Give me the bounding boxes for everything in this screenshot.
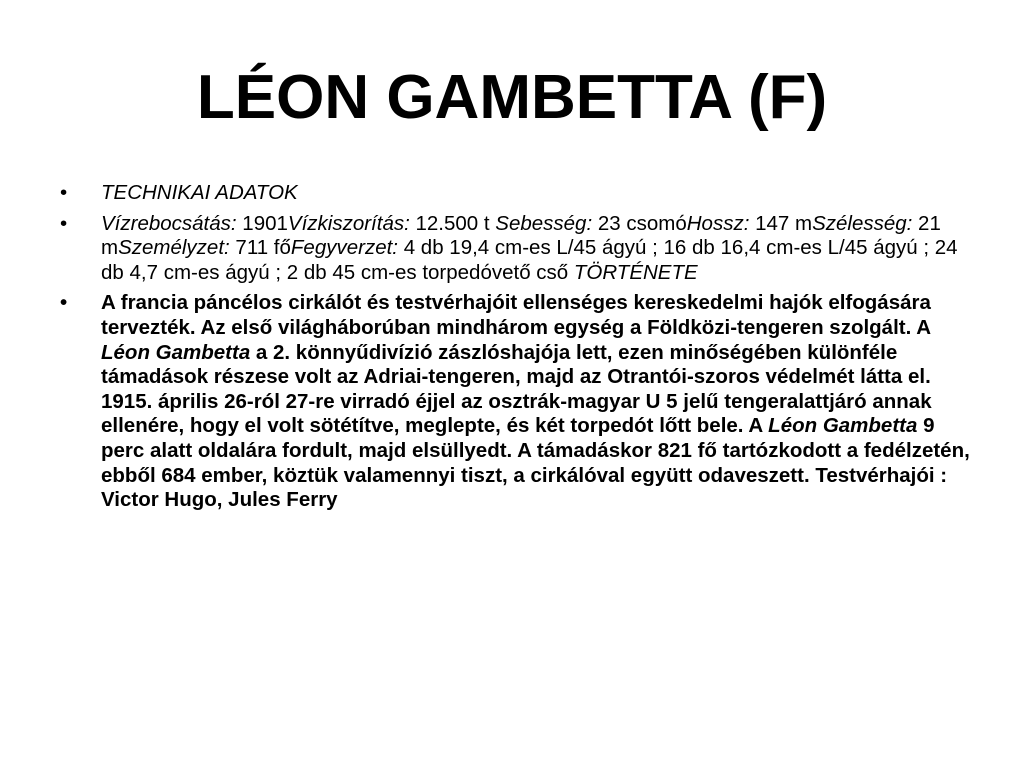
- history-text-part-2: a 2. könnyűdivízió zászlóshajója lett, ezen minőségében különféle támadások részese volt az Adriai-tengeren, majd az Otrantói-szoros védelmét látta el. 1915. április 26-ról 27-re virradó éjjel az osztrák-magyar U 5 jelű tengeralattjáró annak ellenére, hogy el volt sötétítve, meglepte, és két torpedót lőtt bele. A: [101, 340, 932, 438]
- ship-name-1: Léon Gambetta: [101, 340, 251, 364]
- technical-data-heading: TECHNIKAI ADATOK: [101, 181, 298, 204]
- bullet-item-technical-data-heading: [60, 181, 972, 206]
- bullet-item-history-text: [60, 291, 972, 512]
- history-text-part-1: A francia páncélos cirkálót és testvérhajóit ellenséges kereskedelmi hajók elfogására tervezték. Az első világháborúban mindhárom egység a Földközi-tengeren szolgált. A: [101, 291, 931, 339]
- crew-label: Személyzet:: [118, 236, 230, 260]
- armament-value: 4 db 19,4 cm-es L/45 ágyú ; 16 db 16,4 cm-es L/45 ágyú ; 24 db 4,7 cm-es ágyú ; 2 db 45 cm-es torpedóvető cső: [101, 236, 958, 284]
- beam-label: Szélesség:: [812, 211, 913, 235]
- displacement-label: Vízkiszorítás:: [287, 211, 410, 235]
- bullet-icon: •: [60, 181, 68, 204]
- ship-name-2: Léon Gambetta: [768, 414, 918, 438]
- speed-label: Sebesség:: [495, 211, 593, 235]
- history-heading: TÖRTÉNETE: [573, 260, 698, 284]
- history-text-part-3: 9 perc alatt oldalára fordult, majd elsüllyedt. A támadáskor 821 fő tartózkodott a fedélzetén, ebből 684 ember, köztük valamennyi tiszt, a cirkálóval együtt odaveszett. Testvérhajói : Victor Hugo, Jules Ferry: [101, 414, 970, 512]
- crew-value: 711 fő: [229, 236, 291, 260]
- slide-title: LÉON GAMBETTA (F): [196, 63, 828, 132]
- armament-label: Fegyverzet:: [290, 236, 399, 260]
- bullet-list: [60, 181, 972, 519]
- displacement-value: 12.500 t: [409, 211, 496, 235]
- length-label: Hossz:: [686, 211, 750, 235]
- bullet-icon: •: [60, 211, 68, 235]
- speed-value: 23 csomó: [592, 211, 687, 235]
- length-value: 147 m: [749, 211, 813, 235]
- launch-label: Vízrebocsátás:: [101, 211, 237, 235]
- bullet-icon: •: [60, 291, 68, 315]
- beam-value: 21 m: [101, 211, 941, 260]
- launch-value: 1901: [236, 211, 288, 235]
- bullet-item-specifications: [60, 212, 972, 286]
